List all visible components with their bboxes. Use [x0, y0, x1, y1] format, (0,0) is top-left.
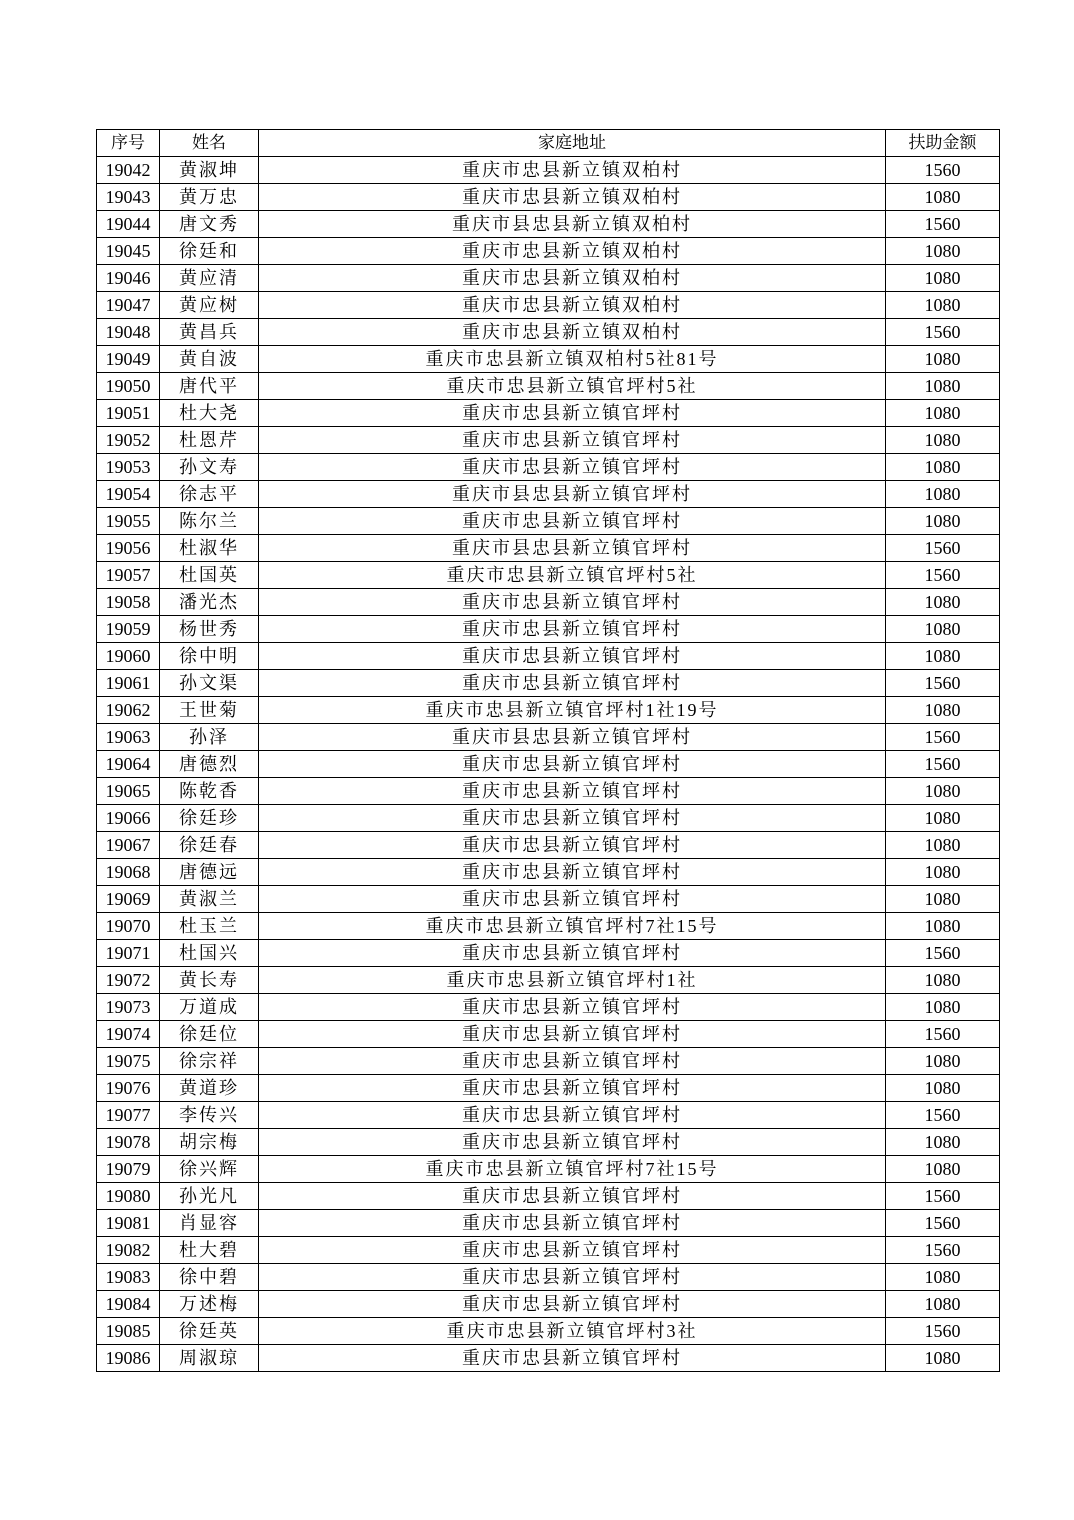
cell-amount: 1080 — [886, 454, 1000, 481]
cell-amount: 1080 — [886, 184, 1000, 211]
cell-amount: 1560 — [886, 1237, 1000, 1264]
cell-name: 黄昌兵 — [160, 319, 259, 346]
cell-name: 王世菊 — [160, 697, 259, 724]
cell-id: 19083 — [97, 1264, 160, 1291]
cell-amount: 1080 — [886, 1291, 1000, 1318]
cell-address: 重庆市忠县新立镇官坪村 — [259, 832, 886, 859]
cell-amount: 1080 — [886, 643, 1000, 670]
cell-name: 孙光凡 — [160, 1183, 259, 1210]
cell-amount: 1080 — [886, 265, 1000, 292]
table-row — [97, 886, 1000, 913]
cell-amount: 1080 — [886, 1345, 1000, 1372]
cell-address: 重庆市忠县新立镇官坪村1社19号 — [259, 697, 886, 724]
table-row — [97, 157, 1000, 184]
cell-amount: 1080 — [886, 292, 1000, 319]
cell-name: 孙文寿 — [160, 454, 259, 481]
cell-name: 徐宗祥 — [160, 1048, 259, 1075]
table-row — [97, 643, 1000, 670]
cell-id: 19076 — [97, 1075, 160, 1102]
cell-id: 19048 — [97, 319, 160, 346]
cell-name: 徐志平 — [160, 481, 259, 508]
cell-id: 19074 — [97, 1021, 160, 1048]
cell-name: 周淑琼 — [160, 1345, 259, 1372]
cell-amount: 1560 — [886, 562, 1000, 589]
table-row — [97, 1291, 1000, 1318]
table-row — [97, 1156, 1000, 1183]
cell-id: 19043 — [97, 184, 160, 211]
table-row — [97, 1318, 1000, 1345]
table-row — [97, 724, 1000, 751]
cell-id: 19079 — [97, 1156, 160, 1183]
cell-address: 重庆市县忠县新立镇官坪村 — [259, 724, 886, 751]
cell-amount: 1080 — [886, 994, 1000, 1021]
table-row — [97, 292, 1000, 319]
cell-name: 徐廷英 — [160, 1318, 259, 1345]
cell-id: 19071 — [97, 940, 160, 967]
table-row — [97, 859, 1000, 886]
cell-address: 重庆市忠县新立镇官坪村 — [259, 1237, 886, 1264]
cell-name: 胡宗梅 — [160, 1129, 259, 1156]
cell-id: 19059 — [97, 616, 160, 643]
table-row — [97, 454, 1000, 481]
cell-name: 陈乾香 — [160, 778, 259, 805]
cell-address: 重庆市忠县新立镇官坪村 — [259, 427, 886, 454]
cell-address: 重庆市忠县新立镇官坪村 — [259, 1345, 886, 1372]
cell-amount: 1560 — [886, 1318, 1000, 1345]
table-row — [97, 697, 1000, 724]
cell-amount: 1080 — [886, 616, 1000, 643]
cell-id: 19056 — [97, 535, 160, 562]
table-row — [97, 589, 1000, 616]
cell-name: 杜大尧 — [160, 400, 259, 427]
cell-name: 孙泽 — [160, 724, 259, 751]
cell-address: 重庆市忠县新立镇官坪村 — [259, 1129, 886, 1156]
cell-address: 重庆市忠县新立镇官坪村5社 — [259, 562, 886, 589]
cell-amount: 1080 — [886, 805, 1000, 832]
cell-id: 19050 — [97, 373, 160, 400]
cell-id: 19081 — [97, 1210, 160, 1237]
cell-name: 徐廷珍 — [160, 805, 259, 832]
cell-amount: 1080 — [886, 400, 1000, 427]
cell-id: 19051 — [97, 400, 160, 427]
table-header — [97, 130, 1000, 157]
cell-amount: 1080 — [886, 427, 1000, 454]
cell-id: 19044 — [97, 211, 160, 238]
cell-name: 万道成 — [160, 994, 259, 1021]
cell-name: 黄应清 — [160, 265, 259, 292]
cell-id: 19078 — [97, 1129, 160, 1156]
cell-id: 19052 — [97, 427, 160, 454]
cell-address: 重庆市忠县新立镇双柏村5社81号 — [259, 346, 886, 373]
cell-name: 黄淑兰 — [160, 886, 259, 913]
cell-address: 重庆市忠县新立镇官坪村 — [259, 778, 886, 805]
cell-id: 19070 — [97, 913, 160, 940]
cell-id: 19060 — [97, 643, 160, 670]
table-row — [97, 535, 1000, 562]
cell-name: 杜淑华 — [160, 535, 259, 562]
header-row — [97, 130, 1000, 157]
cell-id: 19058 — [97, 589, 160, 616]
header-address: 家庭地址 — [259, 130, 886, 157]
cell-address: 重庆市忠县新立镇官坪村3社 — [259, 1318, 886, 1345]
cell-id: 19069 — [97, 886, 160, 913]
cell-name: 万述梅 — [160, 1291, 259, 1318]
cell-address: 重庆市忠县新立镇官坪村 — [259, 859, 886, 886]
cell-address: 重庆市忠县新立镇官坪村 — [259, 886, 886, 913]
cell-id: 19045 — [97, 238, 160, 265]
table-row — [97, 562, 1000, 589]
table-row — [97, 1075, 1000, 1102]
cell-amount: 1080 — [886, 1129, 1000, 1156]
cell-name: 徐廷春 — [160, 832, 259, 859]
cell-amount: 1560 — [886, 319, 1000, 346]
cell-address: 重庆市忠县新立镇官坪村 — [259, 1102, 886, 1129]
cell-amount: 1560 — [886, 535, 1000, 562]
cell-amount: 1080 — [886, 1264, 1000, 1291]
cell-id: 19062 — [97, 697, 160, 724]
cell-id: 19053 — [97, 454, 160, 481]
cell-amount: 1080 — [886, 373, 1000, 400]
table-row — [97, 265, 1000, 292]
table-row — [97, 1021, 1000, 1048]
cell-name: 杜国英 — [160, 562, 259, 589]
cell-id: 19075 — [97, 1048, 160, 1075]
cell-amount: 1080 — [886, 1156, 1000, 1183]
cell-name: 黄自波 — [160, 346, 259, 373]
cell-amount: 1560 — [886, 157, 1000, 184]
cell-id: 19063 — [97, 724, 160, 751]
cell-address: 重庆市忠县新立镇官坪村 — [259, 454, 886, 481]
cell-address: 重庆市忠县新立镇官坪村 — [259, 670, 886, 697]
cell-name: 唐文秀 — [160, 211, 259, 238]
cell-address: 重庆市忠县新立镇官坪村 — [259, 751, 886, 778]
table-row — [97, 1264, 1000, 1291]
cell-amount: 1560 — [886, 751, 1000, 778]
cell-address: 重庆市忠县新立镇官坪村 — [259, 589, 886, 616]
cell-name: 潘光杰 — [160, 589, 259, 616]
table-row — [97, 1102, 1000, 1129]
cell-id: 19055 — [97, 508, 160, 535]
cell-amount: 1080 — [886, 913, 1000, 940]
table-row — [97, 1183, 1000, 1210]
table-row — [97, 1048, 1000, 1075]
cell-id: 19064 — [97, 751, 160, 778]
cell-id: 19085 — [97, 1318, 160, 1345]
table-row — [97, 832, 1000, 859]
cell-address: 重庆市县忠县新立镇双柏村 — [259, 211, 886, 238]
cell-id: 19068 — [97, 859, 160, 886]
cell-address: 重庆市忠县新立镇双柏村 — [259, 238, 886, 265]
cell-address: 重庆市忠县新立镇官坪村 — [259, 1021, 886, 1048]
table-row — [97, 211, 1000, 238]
table-row — [97, 994, 1000, 1021]
cell-name: 杜国兴 — [160, 940, 259, 967]
cell-address: 重庆市忠县新立镇官坪村 — [259, 940, 886, 967]
cell-address: 重庆市忠县新立镇官坪村 — [259, 805, 886, 832]
cell-id: 19077 — [97, 1102, 160, 1129]
cell-name: 杨世秀 — [160, 616, 259, 643]
cell-amount: 1560 — [886, 940, 1000, 967]
cell-name: 肖显容 — [160, 1210, 259, 1237]
cell-address: 重庆市忠县新立镇双柏村 — [259, 292, 886, 319]
table-row — [97, 805, 1000, 832]
cell-address: 重庆市忠县新立镇官坪村 — [259, 1210, 886, 1237]
cell-amount: 1080 — [886, 238, 1000, 265]
cell-name: 徐廷位 — [160, 1021, 259, 1048]
table-row — [97, 184, 1000, 211]
cell-id: 19057 — [97, 562, 160, 589]
cell-amount: 1080 — [886, 346, 1000, 373]
cell-name: 黄万忠 — [160, 184, 259, 211]
cell-name: 陈尔兰 — [160, 508, 259, 535]
cell-amount: 1080 — [886, 508, 1000, 535]
cell-amount: 1560 — [886, 1102, 1000, 1129]
cell-address: 重庆市忠县新立镇官坪村7社15号 — [259, 913, 886, 940]
cell-name: 徐中碧 — [160, 1264, 259, 1291]
cell-address: 重庆市忠县新立镇双柏村 — [259, 157, 886, 184]
cell-address: 重庆市忠县新立镇官坪村1社 — [259, 967, 886, 994]
cell-id: 19054 — [97, 481, 160, 508]
cell-address: 重庆市忠县新立镇双柏村 — [259, 184, 886, 211]
table-row — [97, 400, 1000, 427]
cell-id: 19082 — [97, 1237, 160, 1264]
table-row — [97, 616, 1000, 643]
cell-name: 黄淑坤 — [160, 157, 259, 184]
table-row — [97, 751, 1000, 778]
cell-amount: 1080 — [886, 481, 1000, 508]
cell-address: 重庆市忠县新立镇双柏村 — [259, 265, 886, 292]
cell-name: 李传兴 — [160, 1102, 259, 1129]
cell-address: 重庆市忠县新立镇官坪村 — [259, 616, 886, 643]
table-row — [97, 1345, 1000, 1372]
cell-amount: 1080 — [886, 832, 1000, 859]
cell-name: 杜恩芹 — [160, 427, 259, 454]
table-row — [97, 1210, 1000, 1237]
assistance-roster-table — [96, 129, 1000, 1372]
cell-name: 黄道珍 — [160, 1075, 259, 1102]
header-amount: 扶助金额 — [886, 130, 1000, 157]
cell-name: 黄应树 — [160, 292, 259, 319]
table-row — [97, 427, 1000, 454]
cell-amount: 1560 — [886, 724, 1000, 751]
cell-id: 19042 — [97, 157, 160, 184]
table-row — [97, 508, 1000, 535]
header-name: 姓名 — [160, 130, 259, 157]
cell-address: 重庆市忠县新立镇官坪村7社15号 — [259, 1156, 886, 1183]
cell-name: 徐中明 — [160, 643, 259, 670]
cell-address: 重庆市忠县新立镇官坪村 — [259, 400, 886, 427]
cell-name: 黄长寿 — [160, 967, 259, 994]
table-row — [97, 778, 1000, 805]
table-body — [97, 157, 1000, 1372]
cell-address: 重庆市县忠县新立镇官坪村 — [259, 481, 886, 508]
cell-amount: 1080 — [886, 1075, 1000, 1102]
cell-address: 重庆市忠县新立镇官坪村 — [259, 1048, 886, 1075]
cell-name: 唐德烈 — [160, 751, 259, 778]
cell-amount: 1080 — [886, 859, 1000, 886]
table-row — [97, 1129, 1000, 1156]
cell-address: 重庆市忠县新立镇官坪村 — [259, 1291, 886, 1318]
cell-amount: 1080 — [886, 589, 1000, 616]
cell-name: 孙文渠 — [160, 670, 259, 697]
table-row — [97, 481, 1000, 508]
cell-id: 19072 — [97, 967, 160, 994]
cell-id: 19047 — [97, 292, 160, 319]
cell-address: 重庆市县忠县新立镇官坪村 — [259, 535, 886, 562]
cell-amount: 1560 — [886, 1210, 1000, 1237]
cell-address: 重庆市忠县新立镇双柏村 — [259, 319, 886, 346]
cell-amount: 1080 — [886, 1048, 1000, 1075]
cell-id: 19049 — [97, 346, 160, 373]
cell-id: 19065 — [97, 778, 160, 805]
table-row — [97, 1237, 1000, 1264]
cell-id: 19084 — [97, 1291, 160, 1318]
cell-address: 重庆市忠县新立镇官坪村5社 — [259, 373, 886, 400]
header-id: 序号 — [97, 130, 160, 157]
table-row — [97, 373, 1000, 400]
cell-amount: 1560 — [886, 1183, 1000, 1210]
table-row — [97, 670, 1000, 697]
table-row — [97, 967, 1000, 994]
table-row — [97, 319, 1000, 346]
cell-name: 杜玉兰 — [160, 913, 259, 940]
table-row — [97, 238, 1000, 265]
cell-amount: 1080 — [886, 778, 1000, 805]
cell-amount: 1560 — [886, 670, 1000, 697]
cell-name: 徐兴辉 — [160, 1156, 259, 1183]
cell-address: 重庆市忠县新立镇官坪村 — [259, 994, 886, 1021]
cell-amount: 1560 — [886, 211, 1000, 238]
table-row — [97, 913, 1000, 940]
cell-id: 19061 — [97, 670, 160, 697]
cell-amount: 1080 — [886, 967, 1000, 994]
cell-id: 19086 — [97, 1345, 160, 1372]
cell-id: 19073 — [97, 994, 160, 1021]
cell-amount: 1080 — [886, 697, 1000, 724]
cell-address: 重庆市忠县新立镇官坪村 — [259, 643, 886, 670]
cell-id: 19046 — [97, 265, 160, 292]
cell-id: 19080 — [97, 1183, 160, 1210]
cell-address: 重庆市忠县新立镇官坪村 — [259, 1075, 886, 1102]
cell-name: 徐廷和 — [160, 238, 259, 265]
cell-amount: 1080 — [886, 886, 1000, 913]
table-row — [97, 940, 1000, 967]
cell-amount: 1560 — [886, 1021, 1000, 1048]
cell-id: 19066 — [97, 805, 160, 832]
cell-name: 杜大碧 — [160, 1237, 259, 1264]
cell-address: 重庆市忠县新立镇官坪村 — [259, 1264, 886, 1291]
cell-name: 唐德远 — [160, 859, 259, 886]
cell-name: 唐代平 — [160, 373, 259, 400]
cell-address: 重庆市忠县新立镇官坪村 — [259, 508, 886, 535]
table-row — [97, 346, 1000, 373]
cell-id: 19067 — [97, 832, 160, 859]
cell-address: 重庆市忠县新立镇官坪村 — [259, 1183, 886, 1210]
